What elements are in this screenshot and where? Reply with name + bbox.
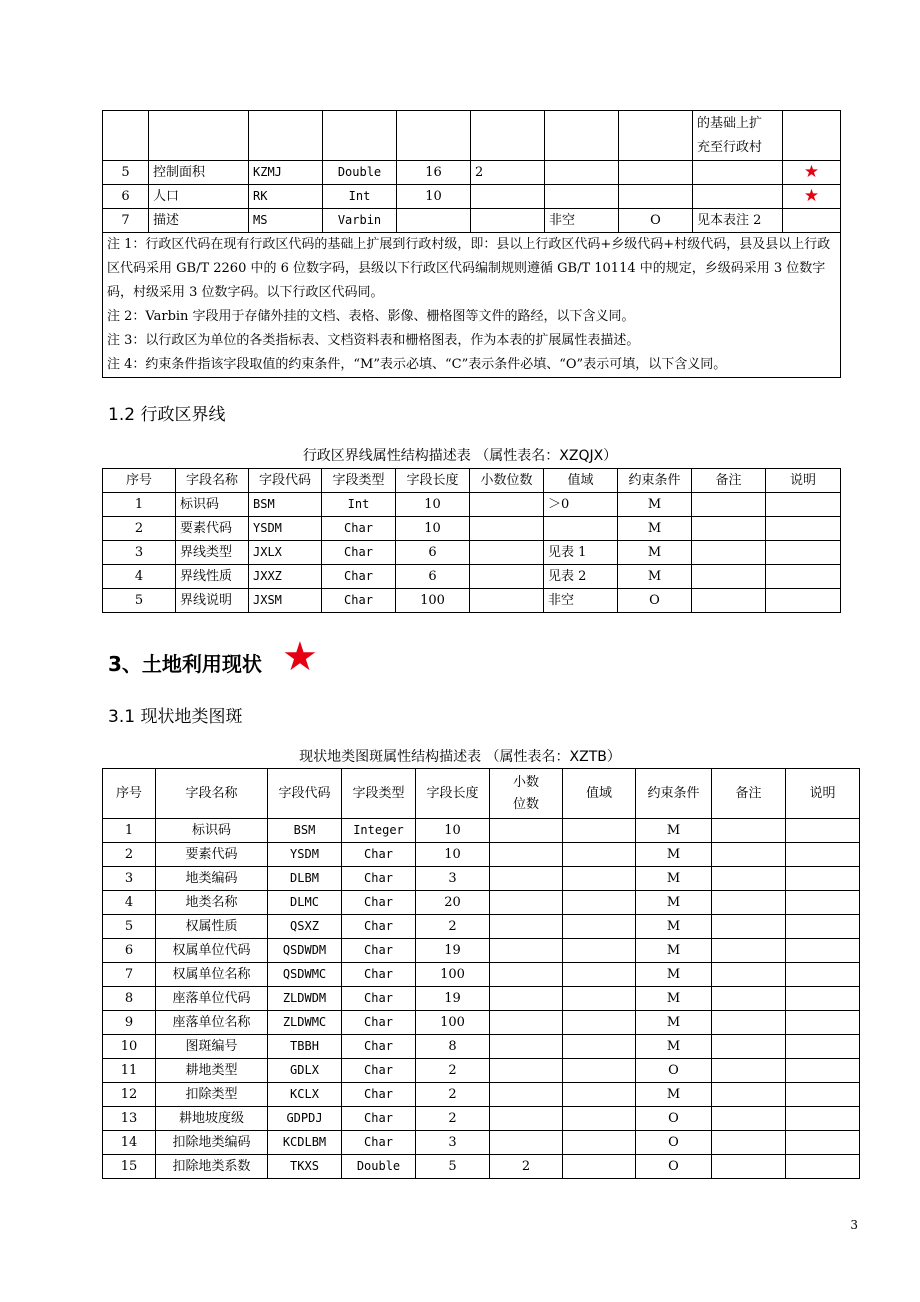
table-cell (786, 843, 860, 867)
table-cell (563, 1059, 636, 1083)
table-cell: M (636, 939, 712, 963)
table-cell: TBBH (268, 1035, 342, 1059)
table-cell: 8 (103, 987, 156, 1011)
table-cell (712, 1131, 786, 1155)
table-cell (712, 843, 786, 867)
table-cell (712, 1011, 786, 1035)
table-cell (712, 963, 786, 987)
table-cell (786, 963, 860, 987)
table-cell: TKXS (268, 1155, 342, 1179)
table-cell: 2 (490, 1155, 563, 1179)
table-cell: 标识码 (176, 493, 249, 517)
table-cell (712, 915, 786, 939)
table-row (103, 1011, 860, 1035)
table-header-row: 序号 字段名称 字段代码 字段类型 字段长度 小数 位数 值域 约束条件 备注 说明 (103, 769, 860, 819)
table-cell: Char (342, 1107, 416, 1131)
table-cell (490, 987, 563, 1011)
table-cell: Char (322, 589, 396, 613)
table-cell: JXXZ (249, 565, 322, 589)
table-cell (692, 517, 766, 541)
table-cell (470, 517, 544, 541)
table-cell (563, 1155, 636, 1179)
table-cell: 权属性质 (156, 915, 268, 939)
table-caption-xzqjx: 行政区界线属性结构描述表 （属性表名：XZQJX） (302, 448, 618, 464)
table-cell: 非空 (544, 589, 618, 613)
table-row (103, 1155, 860, 1179)
table-cell: Integer (342, 819, 416, 843)
table-cell: QSDWMC (268, 963, 342, 987)
table-notes-row (103, 233, 841, 378)
table-cell (563, 915, 636, 939)
table-cell: 2 (416, 1059, 490, 1083)
table-cell: O (636, 1107, 712, 1131)
table-cell: 耕地类型 (156, 1059, 268, 1083)
table-cell: ＞0 (544, 493, 618, 517)
table-row (103, 541, 841, 565)
table-cell (563, 987, 636, 1011)
table-cell: O (636, 1131, 712, 1155)
table-row: 5 控制面积 KZMJ Double 16 2 ★ (103, 161, 841, 185)
table-cell (712, 939, 786, 963)
table-cell: 10 (416, 843, 490, 867)
table-row (103, 493, 841, 517)
table-cell: 10 (396, 517, 470, 541)
table-cell: M (636, 1083, 712, 1107)
table-cell: 10 (416, 819, 490, 843)
table-caption-xztb: 现状地类图斑属性结构描述表 （属性表名：XZTB） (299, 749, 621, 765)
table-cell: M (636, 987, 712, 1011)
page-number: 3 (850, 1218, 858, 1232)
table-cell (786, 987, 860, 1011)
table-row (103, 867, 860, 891)
table-cell (766, 565, 841, 589)
table-cell: M (636, 867, 712, 891)
table-cell (470, 565, 544, 589)
table-cell (786, 867, 860, 891)
table-cell: M (636, 1011, 712, 1035)
table-cell: Char (342, 939, 416, 963)
table-cell: O (618, 589, 692, 613)
table-cell (712, 987, 786, 1011)
table-cell: 5 (416, 1155, 490, 1179)
table-cell (786, 1083, 860, 1107)
table-cell (490, 915, 563, 939)
table-cell: 座落单位名称 (156, 1011, 268, 1035)
table-cell: 地类编码 (156, 867, 268, 891)
table-cell (786, 1107, 860, 1131)
table-cell: 界线类型 (176, 541, 249, 565)
table-cell: 要素代码 (176, 517, 249, 541)
table-row (103, 1059, 860, 1083)
table-cell (786, 1131, 860, 1155)
table-cell: 权属单位代码 (156, 939, 268, 963)
table-cell: 权属单位名称 (156, 963, 268, 987)
table-cell (563, 963, 636, 987)
table-cell: Char (342, 1035, 416, 1059)
table-cell (490, 1131, 563, 1155)
table-cell (563, 1011, 636, 1035)
table-cell: KCDLBM (268, 1131, 342, 1155)
table-body (103, 493, 841, 613)
star-icon: ★ (783, 161, 841, 185)
table-cell (786, 1035, 860, 1059)
table-xztb (102, 768, 860, 1179)
table-cell: Char (342, 843, 416, 867)
table-row: 7 描述 MS Varbin 非空 O 见本表注 2 (103, 209, 841, 233)
section-heading-3-1: 3.1 现状地类图斑 (108, 707, 243, 727)
table-cell (563, 867, 636, 891)
table-cell: 见表 2 (544, 565, 618, 589)
table-cell: ZLDWMC (268, 1011, 342, 1035)
table-cell: 标识码 (156, 819, 268, 843)
table-cell: M (636, 843, 712, 867)
table-cell: 耕地坡度级 (156, 1107, 268, 1131)
table-cell (490, 1035, 563, 1059)
table-cell: 12 (103, 1083, 156, 1107)
table-cell: 100 (416, 963, 490, 987)
note-2: 注 2：Varbin 字段用于存储外挂的文档、表格、影像、栅格图等文件的路经，以下含义同。 (107, 309, 635, 324)
note-4: 注 4：约束条件指该字段取值的约束条件，“M”表示必填、“C”表示条件必填、“O”表示可填，以下含义同。 (107, 357, 727, 372)
table-cell: M (618, 565, 692, 589)
table-cell: Int (322, 493, 396, 517)
table-cell (712, 1083, 786, 1107)
table-cell: QSDWDM (268, 939, 342, 963)
table-cell: Double (342, 1155, 416, 1179)
table-cell: 3 (416, 867, 490, 891)
table-cell (490, 1011, 563, 1035)
table-cell: M (636, 915, 712, 939)
table-cell: 100 (396, 589, 470, 613)
table-cell: 扣除地类编码 (156, 1131, 268, 1155)
table-cell: DLMC (268, 891, 342, 915)
star-icon: ★ (282, 634, 318, 680)
table-header-row: 序号 字段名称 字段代码 字段类型 字段长度 小数位数 值域 约束条件 备注 说明 (103, 469, 841, 493)
table-cell: Char (342, 867, 416, 891)
table-cell (563, 1107, 636, 1131)
table-cell: 4 (103, 565, 176, 589)
table-cell: 扣除类型 (156, 1083, 268, 1107)
table-cell (786, 891, 860, 915)
table-cell: 4 (103, 891, 156, 915)
table-cell (490, 939, 563, 963)
table-cell: M (618, 493, 692, 517)
table-cell: 15 (103, 1155, 156, 1179)
table-cell: YSDM (249, 517, 322, 541)
table-body (103, 819, 860, 1179)
table-cell (692, 565, 766, 589)
table-cell (766, 517, 841, 541)
remark-cell: 的基础上扩 充至行政村 (693, 111, 783, 161)
table-cell (470, 541, 544, 565)
table-cell: 扣除地类系数 (156, 1155, 268, 1179)
table-cell (786, 1011, 860, 1035)
table-cell (712, 867, 786, 891)
table-cell: 6 (103, 939, 156, 963)
table-cell: Char (322, 565, 396, 589)
table-cell (786, 1155, 860, 1179)
table-cell: M (636, 1035, 712, 1059)
table-cell: 7 (103, 963, 156, 987)
table-row (103, 819, 860, 843)
table-cell (766, 493, 841, 517)
section-heading-1-2: 1.2 行政区界线 (108, 405, 226, 425)
note-1: 注 1：行政区代码在现有行政区代码的基础上扩展到行政村级，即：县以上行政区代码+乡级代码+村级代码，县及县以上行政区代码采用 GB/T 2260 中的 6 位数字码，县级以下行政区代码编制规则遵循 GB/T 10114 中的规定，乡级码采用 3 位数字码，村级采用 3 位数字码。以下行政区代码同。 (107, 237, 831, 300)
table-cell (712, 1155, 786, 1179)
table-cell: 界线性质 (176, 565, 249, 589)
table-cell: 图斑编号 (156, 1035, 268, 1059)
table-cell: KCLX (268, 1083, 342, 1107)
table-cell (563, 1083, 636, 1107)
table-cell (470, 589, 544, 613)
table-cell (712, 1059, 786, 1083)
table-cell: 2 (416, 1107, 490, 1131)
table-cell: 3 (416, 1131, 490, 1155)
table-cell (563, 1035, 636, 1059)
table-cell (563, 939, 636, 963)
table-cell: Char (342, 1131, 416, 1155)
table-cell (786, 939, 860, 963)
table-cell: 要素代码 (156, 843, 268, 867)
table-cell (786, 915, 860, 939)
table-cell: Char (342, 963, 416, 987)
table-cell: JXSM (249, 589, 322, 613)
table-cell: 2 (416, 1083, 490, 1107)
table-cell (490, 1059, 563, 1083)
table-cell: Char (322, 541, 396, 565)
table-cell: 2 (103, 843, 156, 867)
table-row (103, 1035, 860, 1059)
table-cell: M (618, 541, 692, 565)
table-cell: O (636, 1059, 712, 1083)
table-row (103, 1131, 860, 1155)
table-cell: YSDM (268, 843, 342, 867)
table-row (103, 589, 841, 613)
table-cell: 10 (396, 493, 470, 517)
table-cell (490, 1083, 563, 1107)
table-cell: BSM (268, 819, 342, 843)
table-cell: 6 (396, 565, 470, 589)
table-cell: 5 (103, 915, 156, 939)
table-cell (563, 891, 636, 915)
table-cell (544, 517, 618, 541)
table-cell (490, 963, 563, 987)
table-cell (563, 843, 636, 867)
table-cell: 3 (103, 867, 156, 891)
table-cell (712, 1107, 786, 1131)
table-cell: DLBM (268, 867, 342, 891)
table-cell: 6 (396, 541, 470, 565)
table-cell: 3 (103, 541, 176, 565)
table-cell: 见表 1 (544, 541, 618, 565)
table-row: 6 人口 RK Int 10 ★ (103, 185, 841, 209)
table-cell: M (636, 963, 712, 987)
table-cell: GDPDJ (268, 1107, 342, 1131)
table-cell (470, 493, 544, 517)
table-cell: M (636, 819, 712, 843)
table-cell (490, 819, 563, 843)
table-cell: JXLX (249, 541, 322, 565)
table-row (103, 843, 860, 867)
table-cell: 19 (416, 987, 490, 1011)
table-cell: Char (342, 891, 416, 915)
table-cell: Char (342, 1059, 416, 1083)
table-cell: 1 (103, 819, 156, 843)
table-cell: M (618, 517, 692, 541)
table-cell: 11 (103, 1059, 156, 1083)
table-cell (712, 891, 786, 915)
table-cell (563, 1131, 636, 1155)
table-cell (766, 541, 841, 565)
table-cell: Char (342, 1011, 416, 1035)
table-cell (490, 1107, 563, 1131)
table-cell (766, 589, 841, 613)
table-cell: 14 (103, 1131, 156, 1155)
table-cell: Char (342, 915, 416, 939)
table-cell: Char (342, 987, 416, 1011)
table-cell: 13 (103, 1107, 156, 1131)
table-cell (712, 1035, 786, 1059)
table-cell (490, 867, 563, 891)
table-cell: 19 (416, 939, 490, 963)
table-row (103, 891, 860, 915)
table-cell: 10 (103, 1035, 156, 1059)
table-row (103, 1083, 860, 1107)
table-cell (692, 589, 766, 613)
table-cell (786, 819, 860, 843)
table-cell (786, 1059, 860, 1083)
table-cell: 5 (103, 589, 176, 613)
table-cell: 2 (103, 517, 176, 541)
table-cell: 座落单位代码 (156, 987, 268, 1011)
table-cell (692, 493, 766, 517)
note-3: 注 3：以行政区为单位的各类指标表、文档资料表和栅格图表，作为本表的扩展属性表描述。 (107, 333, 640, 348)
table-cell: 100 (416, 1011, 490, 1035)
table-row (103, 111, 841, 161)
table-cell: 2 (416, 915, 490, 939)
table-cell: 1 (103, 493, 176, 517)
table-cell: Char (342, 1083, 416, 1107)
table-cell: 界线说明 (176, 589, 249, 613)
table-cell: O (636, 1155, 712, 1179)
table-cell (712, 819, 786, 843)
table-xzq-continued (102, 110, 841, 378)
table-cell: 9 (103, 1011, 156, 1035)
table-row (103, 939, 860, 963)
table-row (103, 963, 860, 987)
table-cell (490, 843, 563, 867)
table-xzqjx (102, 468, 841, 613)
table-cell (563, 819, 636, 843)
table-cell (490, 891, 563, 915)
table-cell: M (636, 891, 712, 915)
table-cell: QSXZ (268, 915, 342, 939)
table-row (103, 1107, 860, 1131)
table-row (103, 915, 860, 939)
table-row (103, 987, 860, 1011)
table-row (103, 565, 841, 589)
table-cell: 地类名称 (156, 891, 268, 915)
section-heading-3: 3、土地利用现状 (108, 652, 262, 676)
table-cell: Char (322, 517, 396, 541)
table-cell (692, 541, 766, 565)
table-cell: GDLX (268, 1059, 342, 1083)
table-cell: BSM (249, 493, 322, 517)
table-cell: 20 (416, 891, 490, 915)
table-cell: 8 (416, 1035, 490, 1059)
table-cell: ZLDWDM (268, 987, 342, 1011)
star-icon: ★ (783, 185, 841, 209)
table-row (103, 517, 841, 541)
